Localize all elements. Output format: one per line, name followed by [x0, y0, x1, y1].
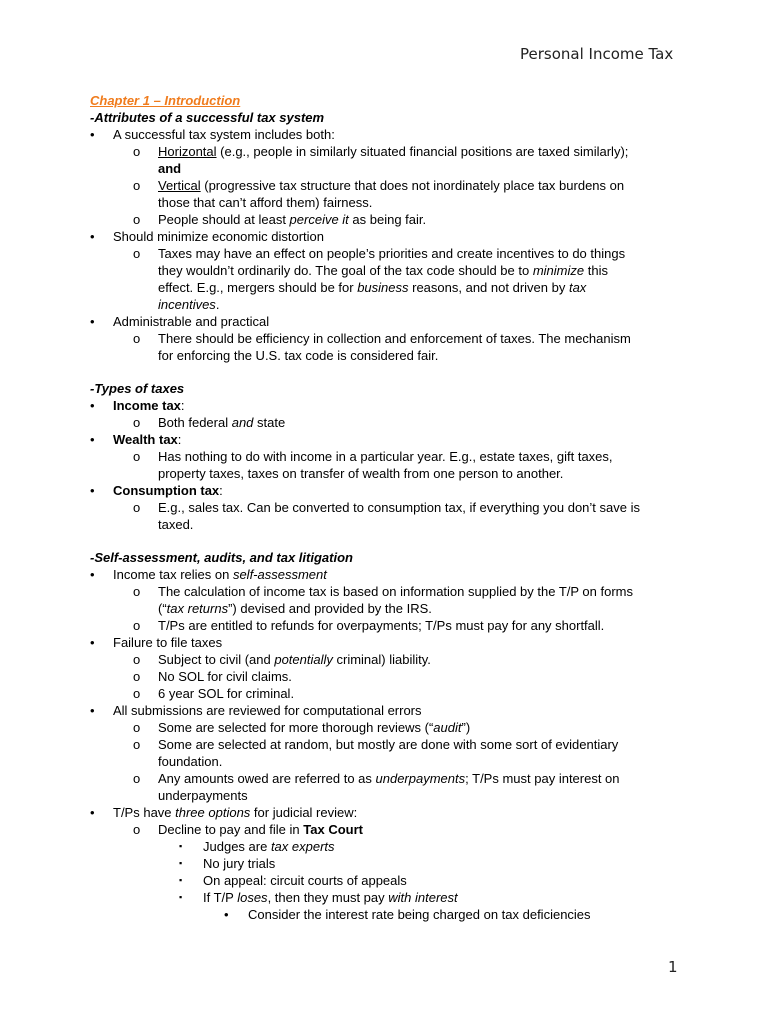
- section-heading-types: -Types of taxes: [90, 381, 185, 396]
- bullet-circle: o: [133, 449, 141, 464]
- bullet-circle: o: [133, 212, 141, 227]
- list-item: o The calculation of income tax is based on information supplied by the T/P on forms (“tax returns”) devised and provided by the IRS.: [133, 584, 634, 616]
- bullet-circle: o: [133, 584, 141, 599]
- list-item: o Some are selected for more thorough reviews (“audit”): [133, 720, 471, 735]
- list-item: o People should at least perceive it as being fair.: [133, 212, 427, 227]
- bullet-circle: o: [133, 415, 141, 430]
- list-item: • Consider the interest rate being charged on tax deficiencies: [224, 907, 591, 922]
- bullet-round: •: [90, 483, 95, 498]
- list-item: • Income tax:: [90, 398, 185, 413]
- list-item: • T/Ps have three options for judicial review:: [90, 805, 358, 820]
- bullet-round: •: [90, 127, 95, 142]
- bullet-round: •: [90, 567, 95, 582]
- list-item: o There should be efficiency in collection and enforcement of taxes. The mechanism for enforcing the U.S. tax code is considered fair.: [133, 331, 631, 363]
- bullet-round: •: [90, 314, 95, 329]
- bullet-circle: o: [133, 686, 141, 701]
- list-item: o 6 year SOL for criminal.: [133, 686, 295, 701]
- chapter-title: Chapter 1 – Introduction: [90, 93, 241, 108]
- bullet-round: •: [90, 703, 95, 718]
- bullet-square: ▪: [179, 875, 183, 885]
- section-heading-attributes: -Attributes of a successful tax system: [90, 110, 325, 125]
- bullet-circle: o: [133, 178, 141, 193]
- bullet-circle: o: [133, 669, 141, 684]
- bullet-circle: o: [133, 618, 141, 633]
- bullet-circle: o: [133, 822, 141, 837]
- list-item: ▪ If T/P loses, then they must pay with interest: [179, 890, 458, 905]
- bullet-round: •: [90, 229, 95, 244]
- list-item: o Vertical (progressive tax structure that does not inordinately place tax burdens on those that can’t afford them) fairness.: [133, 178, 625, 210]
- bullet-round: •: [90, 398, 95, 413]
- list-item: o Some are selected at random, but mostly are done with some sort of evidentiary foundation.: [133, 737, 619, 769]
- document-body: [90, 92, 690, 923]
- list-item: • Consumption tax:: [90, 483, 223, 498]
- bullet-round: •: [90, 805, 95, 820]
- bullet-square: ▪: [179, 841, 183, 851]
- list-item: o Taxes may have an effect on people’s priorities and create incentives to do things they wouldn’t ordinarily do. The goal of the tax code should be to minimize this effect. E.g., mergers should be for business reasons, and not driven by tax incentives.: [133, 246, 626, 312]
- list-item: • All submissions are reviewed for computational errors: [90, 703, 422, 718]
- page-number: 1: [668, 958, 678, 976]
- list-item: o Has nothing to do with income in a particular year. E.g., estate taxes, gift taxes, property taxes, taxes on transfer of wealth from one person to another.: [133, 449, 613, 481]
- bullet-circle: o: [133, 771, 141, 786]
- bullet-circle: o: [133, 737, 141, 752]
- bullet-round: •: [90, 635, 95, 650]
- list-item: o Horizontal (e.g., people in similarly situated financial positions are taxed similarly); and: [133, 144, 629, 176]
- list-item: • Wealth tax:: [90, 432, 182, 447]
- bullet-round: •: [90, 432, 95, 447]
- bullet-circle: o: [133, 720, 141, 735]
- bullet-square: ▪: [179, 858, 183, 868]
- list-item: o Subject to civil (and potentially criminal) liability.: [133, 652, 431, 667]
- list-item: • A successful tax system includes both:: [90, 127, 335, 142]
- page-header: Personal Income Tax: [520, 45, 674, 63]
- bullet-circle: o: [133, 652, 141, 667]
- list-item: • Administrable and practical: [90, 314, 270, 329]
- section-heading-self-assessment: -Self-assessment, audits, and tax litigation: [90, 550, 353, 565]
- bullet-square: ▪: [179, 892, 183, 902]
- list-item: • Income tax relies on self-assessment: [90, 567, 327, 582]
- list-item: o No SOL for civil claims.: [133, 669, 292, 684]
- list-item: o Any amounts owed are referred to as underpayments; T/Ps must pay interest on underpayments: [133, 771, 620, 803]
- list-item: o E.g., sales tax. Can be converted to consumption tax, if everything you don’t save is taxed.: [133, 500, 640, 532]
- list-item: o Decline to pay and file in Tax Court: [133, 822, 363, 837]
- list-item: • Failure to file taxes: [90, 635, 223, 650]
- list-item: ▪ Judges are tax experts: [179, 839, 335, 854]
- bullet-circle: o: [133, 331, 141, 346]
- list-item: • Should minimize economic distortion: [90, 229, 324, 244]
- list-item: ▪ No jury trials: [179, 856, 276, 871]
- list-item: o T/Ps are entitled to refunds for overpayments; T/Ps must pay for any shortfall.: [133, 618, 605, 633]
- list-item: ▪ On appeal: circuit courts of appeals: [179, 873, 407, 888]
- bullet-round: •: [224, 907, 229, 922]
- bullet-circle: o: [133, 500, 141, 515]
- bullet-circle: o: [133, 144, 141, 159]
- list-item: o Both federal and state: [133, 415, 286, 430]
- bullet-circle: o: [133, 246, 141, 261]
